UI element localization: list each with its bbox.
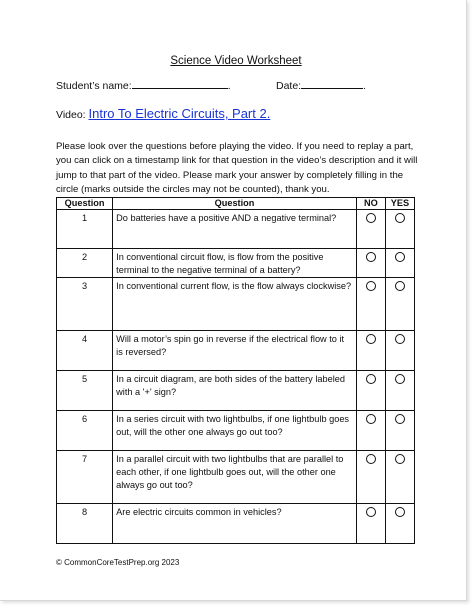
question-text: In a series circuit with two lightbulbs, if one lightbulb goes out, will the other one always go out too? (113, 411, 357, 451)
no-cell (356, 331, 385, 371)
student-name-blank[interactable] (132, 78, 228, 89)
no-answer-circle[interactable] (366, 213, 376, 223)
yes-cell (385, 504, 414, 544)
question-number: 2 (57, 249, 113, 278)
date-field[interactable]: Date: . (276, 80, 367, 92)
instructions-paragraph: Please look over the questions before playing the video. If you need to replay a part, you can click on a timestamp link for that question in the video’s description and it will jump to that part of the video. Please mark your answer by completely filling in the circle (marks outside the circles may not be counted), thank you. (56, 141, 418, 196)
question-text: In conventional current flow, is the flow always clockwise? (113, 278, 357, 331)
question-number: 4 (57, 331, 113, 371)
header-yes: YES (385, 198, 414, 210)
student-name-label: Student’s name: (56, 80, 132, 92)
table-row (57, 504, 415, 544)
question-text: Are electric circuits common in vehicles? (113, 504, 357, 544)
video-label: Video: (56, 109, 86, 121)
table-row (57, 249, 415, 278)
question-number: 3 (57, 278, 113, 331)
worksheet-title: Science Video Worksheet (170, 55, 302, 67)
copyright-footer: © CommonCoreTestPrep.org 2023 (56, 558, 180, 567)
no-answer-circle[interactable] (366, 507, 376, 517)
date-label: Date: (276, 80, 302, 92)
yes-answer-circle[interactable] (395, 213, 405, 223)
table-row (57, 278, 415, 331)
yes-answer-circle[interactable] (395, 252, 405, 262)
header-no: NO (356, 198, 385, 210)
yes-cell (385, 249, 414, 278)
question-text: In conventional circuit flow, is flow from the positive terminal to the negative terminal of a battery? (113, 249, 357, 278)
no-cell (356, 411, 385, 451)
yes-cell (385, 331, 414, 371)
yes-answer-circle[interactable] (395, 281, 405, 291)
no-cell (356, 504, 385, 544)
question-number: 5 (57, 371, 113, 411)
table-row (57, 371, 415, 411)
no-cell (356, 210, 385, 249)
no-answer-circle[interactable] (366, 334, 376, 344)
table-row (57, 331, 415, 371)
no-cell (356, 249, 385, 278)
question-number: 6 (57, 411, 113, 451)
yes-answer-circle[interactable] (395, 507, 405, 517)
table-header-row (57, 198, 415, 210)
yes-answer-circle[interactable] (395, 454, 405, 464)
no-cell (356, 371, 385, 411)
no-cell (356, 278, 385, 331)
no-answer-circle[interactable] (366, 252, 376, 262)
yes-cell (385, 210, 414, 249)
no-cell (356, 451, 385, 504)
video-link[interactable]: Intro To Electric Circuits, Part 2. (88, 106, 271, 121)
yes-answer-circle[interactable] (395, 334, 405, 344)
yes-cell (385, 278, 414, 331)
question-text: Will a motor’s spin go in reverse if the electrical flow to it is reversed? (113, 331, 357, 371)
question-number: 7 (57, 451, 113, 504)
table-row (57, 210, 415, 249)
yes-answer-circle[interactable] (395, 414, 405, 424)
no-answer-circle[interactable] (366, 281, 376, 291)
question-text: In a circuit diagram, are both sides of the battery labeled with a '+' sign? (113, 371, 357, 411)
yes-cell (385, 371, 414, 411)
question-number: 1 (57, 210, 113, 249)
header-question: Question (113, 198, 357, 210)
video-line (56, 106, 270, 121)
table-row (57, 451, 415, 504)
no-answer-circle[interactable] (366, 454, 376, 464)
no-answer-circle[interactable] (366, 374, 376, 384)
date-blank[interactable] (301, 78, 363, 89)
yes-answer-circle[interactable] (395, 374, 405, 384)
yes-cell (385, 411, 414, 451)
table-row (57, 411, 415, 451)
header-number: Question (57, 198, 113, 210)
question-text: Do batteries have a positive AND a negative terminal? (113, 210, 357, 249)
student-name-field[interactable]: Student’s name: . (56, 80, 231, 92)
question-number: 8 (57, 504, 113, 544)
question-text: In a parallel circuit with two lightbulbs that are parallel to each other, if one lightbulb goes out, will the other one always go out too? (113, 451, 357, 504)
no-answer-circle[interactable] (366, 414, 376, 424)
question-table (56, 197, 415, 544)
yes-cell (385, 451, 414, 504)
